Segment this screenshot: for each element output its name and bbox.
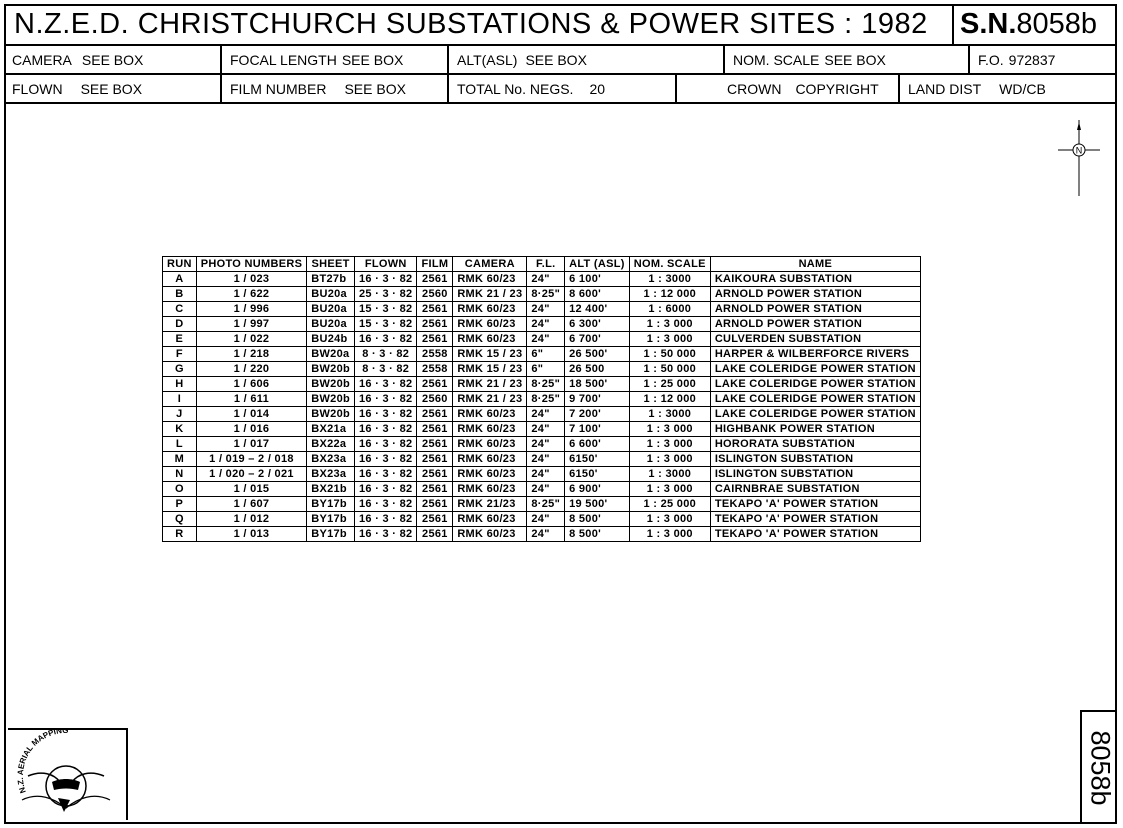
land-district-value: WD/CB bbox=[999, 81, 1046, 97]
north-arrow-icon bbox=[1058, 120, 1100, 196]
land-district-label: LAND DIST bbox=[908, 81, 982, 97]
cell-photo-numbers: 1 / 016 bbox=[196, 422, 306, 437]
cell-photo-numbers: 1 / 611 bbox=[196, 392, 306, 407]
cell-nom-scale: 1 : 3000 bbox=[629, 467, 710, 482]
cell-sheet: BW20b bbox=[307, 362, 355, 377]
cell-flown: 16 · 3 · 82 bbox=[355, 392, 417, 407]
cell-run: J bbox=[163, 407, 197, 422]
cell-focal-length: 24" bbox=[527, 467, 565, 482]
cell-sheet: BW20b bbox=[307, 392, 355, 407]
cell-flown: 16 · 3 · 82 bbox=[355, 452, 417, 467]
cell-sheet: BX21a bbox=[307, 422, 355, 437]
film-number-value: SEE BOX bbox=[344, 81, 406, 97]
cell-run: D bbox=[163, 317, 197, 332]
cell-name: TEKAPO 'A' POWER STATION bbox=[710, 497, 920, 512]
cell-focal-length: 8·25" bbox=[527, 377, 565, 392]
cell-camera: RMK 15 / 23 bbox=[453, 347, 527, 362]
cell-name: HORORATA SUBSTATION bbox=[710, 437, 920, 452]
cell-nom-scale: 1 : 3 000 bbox=[629, 332, 710, 347]
cell-flown: 16 · 3 · 82 bbox=[355, 497, 417, 512]
cell-name: CULVERDEN SUBSTATION bbox=[710, 332, 920, 347]
cell-camera: RMK 21/23 bbox=[453, 497, 527, 512]
cell-film: 2561 bbox=[417, 437, 453, 452]
cell-sheet: BX23a bbox=[307, 467, 355, 482]
cell-altitude: 19 500' bbox=[565, 497, 630, 512]
cell-run: H bbox=[163, 377, 197, 392]
cell-focal-length: 24" bbox=[527, 437, 565, 452]
cell-nom-scale: 1 : 25 000 bbox=[629, 497, 710, 512]
cell-focal-length: 24" bbox=[527, 482, 565, 497]
table-row bbox=[163, 452, 921, 467]
cell-name: LAKE COLERIDGE POWER STATION bbox=[710, 407, 920, 422]
cell-nom-scale: 1 : 12 000 bbox=[629, 392, 710, 407]
cell-nom-scale: 1 : 3 000 bbox=[629, 452, 710, 467]
cell-camera: RMK 60/23 bbox=[453, 332, 527, 347]
cell-name: ARNOLD POWER STATION bbox=[710, 302, 920, 317]
header-altitude: ALT (ASL) bbox=[565, 257, 630, 272]
cell-film: 2561 bbox=[417, 467, 453, 482]
cell-run: F bbox=[163, 347, 197, 362]
cell-run: N bbox=[163, 467, 197, 482]
focal-length-value: SEE BOX bbox=[341, 52, 404, 68]
cell-flown: 8 · 3 · 82 bbox=[355, 362, 417, 377]
cell-focal-length: 6" bbox=[527, 347, 565, 362]
table-row bbox=[163, 347, 921, 362]
cell-film: 2561 bbox=[417, 377, 453, 392]
cell-sheet: BY17b bbox=[307, 527, 355, 542]
cell-photo-numbers: 1 / 220 bbox=[196, 362, 306, 377]
cell-film: 2561 bbox=[417, 302, 453, 317]
cell-run: I bbox=[163, 392, 197, 407]
cell-focal-length: 6" bbox=[527, 362, 565, 377]
cell-altitude: 26 500' bbox=[565, 347, 630, 362]
cell-altitude: 6 100' bbox=[565, 272, 630, 287]
cell-film: 2561 bbox=[417, 407, 453, 422]
cell-altitude: 6 900' bbox=[565, 482, 630, 497]
cell-photo-numbers: 1 / 014 bbox=[196, 407, 306, 422]
cell-name: LAKE COLERIDGE POWER STATION bbox=[710, 362, 920, 377]
cell-run: K bbox=[163, 422, 197, 437]
cell-photo-numbers: 1 / 218 bbox=[196, 347, 306, 362]
table-body bbox=[163, 272, 921, 542]
header-film: FILM bbox=[417, 257, 453, 272]
cell-name: CAIRNBRAE SUBSTATION bbox=[710, 482, 920, 497]
cell-sheet: BW20a bbox=[307, 347, 355, 362]
cell-photo-numbers: 1 / 013 bbox=[196, 527, 306, 542]
cell-run: A bbox=[163, 272, 197, 287]
cell-flown: 16 · 3 · 82 bbox=[355, 512, 417, 527]
sn-number: 8058b bbox=[1016, 8, 1098, 40]
cell-film: 2561 bbox=[417, 272, 453, 287]
cell-run: M bbox=[163, 452, 197, 467]
cell-run: G bbox=[163, 362, 197, 377]
film-number-cell bbox=[220, 75, 447, 102]
cell-altitude: 8 500' bbox=[565, 527, 630, 542]
camera-label: CAMERA bbox=[12, 52, 72, 68]
nom-scale-label: NOM. SCALE bbox=[733, 52, 820, 68]
cell-name: ISLINGTON SUBSTATION bbox=[710, 467, 920, 482]
cell-run: B bbox=[163, 287, 197, 302]
cell-film: 2561 bbox=[417, 452, 453, 467]
table-row bbox=[163, 362, 921, 377]
north-label: N bbox=[1075, 145, 1083, 156]
cell-altitude: 26 500 bbox=[565, 362, 630, 377]
table-row bbox=[163, 527, 921, 542]
cell-photo-numbers: 1 / 607 bbox=[196, 497, 306, 512]
cell-photo-numbers: 1 / 015 bbox=[196, 482, 306, 497]
cell-name: LAKE COLERIDGE POWER STATION bbox=[710, 392, 920, 407]
cell-focal-length: 8·25" bbox=[527, 497, 565, 512]
table-header-row bbox=[163, 257, 921, 272]
fo-value: 972837 bbox=[1008, 52, 1056, 68]
side-sn-box bbox=[1080, 710, 1117, 824]
cell-camera: RMK 60/23 bbox=[453, 482, 527, 497]
cell-photo-numbers: 1 / 020 – 2 / 021 bbox=[196, 467, 306, 482]
cell-flown: 25 · 3 · 82 bbox=[355, 287, 417, 302]
cell-altitude: 7 100' bbox=[565, 422, 630, 437]
cell-film: 2560 bbox=[417, 287, 453, 302]
cell-flown: 16 · 3 · 82 bbox=[355, 332, 417, 347]
cell-focal-length: 24" bbox=[527, 512, 565, 527]
cell-photo-numbers: 1 / 996 bbox=[196, 302, 306, 317]
cell-sheet: BU20a bbox=[307, 287, 355, 302]
cell-nom-scale: 1 : 3 000 bbox=[629, 437, 710, 452]
cell-camera: RMK 60/23 bbox=[453, 467, 527, 482]
cell-run: R bbox=[163, 527, 197, 542]
cell-name: ARNOLD POWER STATION bbox=[710, 317, 920, 332]
table-row bbox=[163, 482, 921, 497]
cell-camera: RMK 60/23 bbox=[453, 437, 527, 452]
cell-nom-scale: 1 : 25 000 bbox=[629, 377, 710, 392]
cell-name: TEKAPO 'A' POWER STATION bbox=[710, 527, 920, 542]
document-title: N.Z.E.D. CHRISTCHURCH SUBSTATIONS & POWER SITES : 1982 bbox=[14, 8, 928, 40]
cell-sheet: BY17b bbox=[307, 497, 355, 512]
flown-cell bbox=[4, 75, 220, 102]
cell-flown: 16 · 3 · 82 bbox=[355, 422, 417, 437]
svg-text:N.Z. AERIAL MAPPING: N.Z. AERIAL MAPPING bbox=[15, 730, 69, 795]
total-negs-label: TOTAL No. NEGS. bbox=[457, 81, 574, 97]
cell-flown: 16 · 3 · 82 bbox=[355, 482, 417, 497]
cell-camera: RMK 60/23 bbox=[453, 512, 527, 527]
cell-nom-scale: 1 : 3 000 bbox=[629, 527, 710, 542]
cell-flown: 16 · 3 · 82 bbox=[355, 467, 417, 482]
cell-nom-scale: 1 : 3 000 bbox=[629, 317, 710, 332]
cell-camera: RMK 60/23 bbox=[453, 317, 527, 332]
cell-film: 2561 bbox=[417, 482, 453, 497]
total-negs-cell bbox=[447, 75, 675, 102]
cell-camera: RMK 21 / 23 bbox=[453, 377, 527, 392]
table-row bbox=[163, 467, 921, 482]
fo-cell bbox=[968, 46, 1117, 73]
header-camera: CAMERA bbox=[453, 257, 527, 272]
cell-altitude: 12 400' bbox=[565, 302, 630, 317]
table-row bbox=[163, 512, 921, 527]
alt-cell bbox=[447, 46, 723, 73]
cell-film: 2560 bbox=[417, 392, 453, 407]
cell-focal-length: 24" bbox=[527, 272, 565, 287]
cell-flown: 16 · 3 · 82 bbox=[355, 272, 417, 287]
cell-focal-length: 24" bbox=[527, 527, 565, 542]
cell-film: 2561 bbox=[417, 317, 453, 332]
cell-flown: 16 · 3 · 82 bbox=[355, 377, 417, 392]
table-row bbox=[163, 332, 921, 347]
cell-nom-scale: 1 : 12 000 bbox=[629, 287, 710, 302]
cell-photo-numbers: 1 / 017 bbox=[196, 437, 306, 452]
cell-focal-length: 24" bbox=[527, 422, 565, 437]
cell-focal-length: 24" bbox=[527, 452, 565, 467]
cell-sheet: BW20b bbox=[307, 407, 355, 422]
sn-prefix: S.N. bbox=[960, 8, 1017, 40]
copyright-label: COPYRIGHT bbox=[795, 81, 879, 97]
cell-run: Q bbox=[163, 512, 197, 527]
cell-photo-numbers: 1 / 606 bbox=[196, 377, 306, 392]
cell-camera: RMK 60/23 bbox=[453, 527, 527, 542]
cell-flown: 8 · 3 · 82 bbox=[355, 347, 417, 362]
cell-nom-scale: 1 : 3 000 bbox=[629, 422, 710, 437]
cell-nom-scale: 1 : 3 000 bbox=[629, 512, 710, 527]
info-row-flown bbox=[4, 75, 1117, 104]
cell-sheet: BU20a bbox=[307, 317, 355, 332]
cell-camera: RMK 21 / 23 bbox=[453, 287, 527, 302]
table-row bbox=[163, 407, 921, 422]
cell-film: 2561 bbox=[417, 497, 453, 512]
cell-sheet: BU20a bbox=[307, 302, 355, 317]
cell-nom-scale: 1 : 3 000 bbox=[629, 482, 710, 497]
cell-camera: RMK 60/23 bbox=[453, 452, 527, 467]
cell-altitude: 6 300' bbox=[565, 317, 630, 332]
camera-value: SEE BOX bbox=[81, 52, 144, 68]
cell-film: 2561 bbox=[417, 512, 453, 527]
header-photo-numbers: PHOTO NUMBERS bbox=[196, 257, 306, 272]
table-row bbox=[163, 497, 921, 512]
table-row bbox=[163, 302, 921, 317]
cell-altitude: 18 500' bbox=[565, 377, 630, 392]
cell-name: TEKAPO 'A' POWER STATION bbox=[710, 512, 920, 527]
header-sheet: SHEET bbox=[307, 257, 355, 272]
cell-run: E bbox=[163, 332, 197, 347]
cell-altitude: 6150' bbox=[565, 467, 630, 482]
cell-focal-length: 24" bbox=[527, 317, 565, 332]
total-negs-value: 20 bbox=[589, 81, 606, 97]
cell-film: 2561 bbox=[417, 332, 453, 347]
cell-photo-numbers: 1 / 622 bbox=[196, 287, 306, 302]
land-district-cell bbox=[898, 75, 1117, 102]
alt-value: SEE BOX bbox=[525, 52, 587, 68]
cell-camera: RMK 60/23 bbox=[453, 407, 527, 422]
cell-sheet: BT27b bbox=[307, 272, 355, 287]
cell-camera: RMK 60/23 bbox=[453, 422, 527, 437]
cell-focal-length: 24" bbox=[527, 407, 565, 422]
cell-focal-length: 24" bbox=[527, 332, 565, 347]
cell-name: KAIKOURA SUBSTATION bbox=[710, 272, 920, 287]
cell-film: 2558 bbox=[417, 362, 453, 377]
cell-run: P bbox=[163, 497, 197, 512]
cell-flown: 15 · 3 · 82 bbox=[355, 317, 417, 332]
crown-copyright-cell bbox=[675, 75, 898, 102]
cell-nom-scale: 1 : 3000 bbox=[629, 407, 710, 422]
cell-flown: 16 · 3 · 82 bbox=[355, 527, 417, 542]
table-row bbox=[163, 317, 921, 332]
cell-flown: 16 · 3 · 82 bbox=[355, 437, 417, 452]
header-nom-scale: NOM. SCALE bbox=[629, 257, 710, 272]
nz-aerial-mapping-logo bbox=[8, 728, 128, 820]
cell-film: 2558 bbox=[417, 347, 453, 362]
cell-photo-numbers: 1 / 023 bbox=[196, 272, 306, 287]
side-sn-number: 8058b bbox=[1085, 730, 1115, 806]
cell-photo-numbers: 1 / 997 bbox=[196, 317, 306, 332]
cell-altitude: 8 500' bbox=[565, 512, 630, 527]
cell-photo-numbers: 1 / 012 bbox=[196, 512, 306, 527]
header-run: RUN bbox=[163, 257, 197, 272]
flown-label: FLOWN bbox=[12, 81, 63, 97]
header-name: NAME bbox=[710, 257, 920, 272]
cell-altitude: 6 700' bbox=[565, 332, 630, 347]
cell-name: ARNOLD POWER STATION bbox=[710, 287, 920, 302]
nom-scale-value: SEE BOX bbox=[824, 52, 886, 68]
cell-altitude: 7 200' bbox=[565, 407, 630, 422]
cell-film: 2561 bbox=[417, 527, 453, 542]
logo-emblem-icon bbox=[8, 730, 124, 818]
cell-camera: RMK 21 / 23 bbox=[453, 392, 527, 407]
nom-scale-cell bbox=[723, 46, 968, 73]
cell-altitude: 6150' bbox=[565, 452, 630, 467]
cell-name: HIGHBANK POWER STATION bbox=[710, 422, 920, 437]
cell-camera: RMK 60/23 bbox=[453, 272, 527, 287]
photo-runs-table bbox=[162, 256, 921, 542]
cell-name: LAKE COLERIDGE POWER STATION bbox=[710, 377, 920, 392]
cell-sheet: BU24b bbox=[307, 332, 355, 347]
fo-label: F.O. bbox=[978, 52, 1004, 68]
film-number-label: FILM NUMBER bbox=[230, 81, 327, 97]
table-row bbox=[163, 422, 921, 437]
cell-flown: 16 · 3 · 82 bbox=[355, 407, 417, 422]
cell-film: 2561 bbox=[417, 422, 453, 437]
cell-altitude: 6 600' bbox=[565, 437, 630, 452]
cell-altitude: 9 700' bbox=[565, 392, 630, 407]
cell-name: ISLINGTON SUBSTATION bbox=[710, 452, 920, 467]
cell-focal-length: 8·25" bbox=[527, 287, 565, 302]
cell-nom-scale: 1 : 6000 bbox=[629, 302, 710, 317]
cell-focal-length: 24" bbox=[527, 302, 565, 317]
info-row-camera bbox=[4, 46, 1117, 75]
header-focal-length: F.L. bbox=[527, 257, 565, 272]
table-row bbox=[163, 287, 921, 302]
cell-sheet: BY17b bbox=[307, 512, 355, 527]
table-row bbox=[163, 272, 921, 287]
crown-label: CROWN bbox=[727, 81, 782, 97]
cell-camera: RMK 60/23 bbox=[453, 302, 527, 317]
cell-sheet: BX23a bbox=[307, 452, 355, 467]
focal-length-cell bbox=[220, 46, 447, 73]
focal-length-label: FOCAL LENGTH bbox=[230, 52, 337, 68]
header-flown: FLOWN bbox=[355, 257, 417, 272]
cell-nom-scale: 1 : 50 000 bbox=[629, 347, 710, 362]
cell-run: O bbox=[163, 482, 197, 497]
sn-code bbox=[952, 4, 1117, 44]
cell-sheet: BX21b bbox=[307, 482, 355, 497]
cell-photo-numbers: 1 / 019 – 2 / 018 bbox=[196, 452, 306, 467]
cell-sheet: BX22a bbox=[307, 437, 355, 452]
cell-name: HARPER & WILBERFORCE RIVERS bbox=[710, 347, 920, 362]
cell-photo-numbers: 1 / 022 bbox=[196, 332, 306, 347]
table-row bbox=[163, 392, 921, 407]
title-row bbox=[4, 4, 1117, 46]
cell-nom-scale: 1 : 3000 bbox=[629, 272, 710, 287]
cell-camera: RMK 15 / 23 bbox=[453, 362, 527, 377]
cell-sheet: BW20b bbox=[307, 377, 355, 392]
cell-run: L bbox=[163, 437, 197, 452]
alt-label: ALT(ASL) bbox=[457, 52, 518, 68]
cell-nom-scale: 1 : 50 000 bbox=[629, 362, 710, 377]
camera-cell bbox=[4, 46, 220, 73]
cell-flown: 15 · 3 · 82 bbox=[355, 302, 417, 317]
table-row bbox=[163, 377, 921, 392]
table-row bbox=[163, 437, 921, 452]
cell-run: C bbox=[163, 302, 197, 317]
flown-value: SEE BOX bbox=[80, 81, 143, 97]
cell-focal-length: 8·25" bbox=[527, 392, 565, 407]
cell-altitude: 8 600' bbox=[565, 287, 630, 302]
